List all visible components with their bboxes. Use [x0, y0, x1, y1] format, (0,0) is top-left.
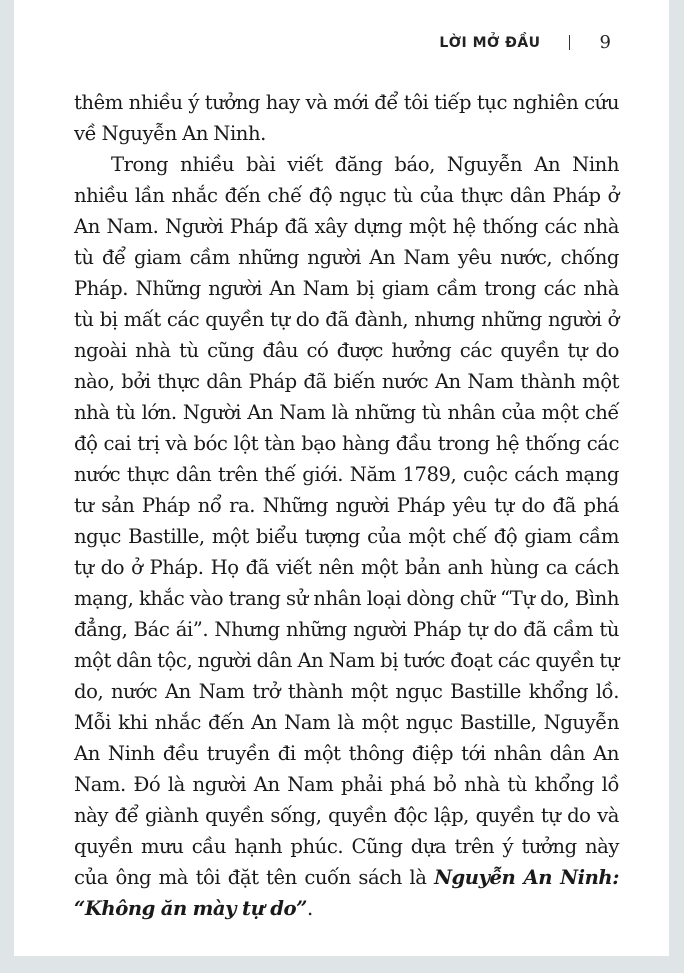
paragraph-main — [74, 149, 619, 924]
book-page — [14, 0, 669, 956]
header-divider — [569, 35, 570, 50]
section-title: LỜI MỞ ĐẦU — [439, 34, 541, 51]
paragraph-main-text: Trong nhiều bài viết đăng báo, Nguyễn An Ninh nhiều lần nhắc đến chế độ ngục tù của thực dân Pháp ở An Nam. Người Pháp đã xây dựng một hệ thống các nhà tù để giam cầm những người An Nam yêu nước, chống Pháp. Những người An Nam bị giam cầm trong các nhà tù bị mất các quyền tự do đã đành, nhưng những người ở ngoài nhà tù cũng đâu có được hưởng các quyền tự do nào, bởi thực dân Pháp đã biến nước An Nam thành một nhà tù lớn. Người An Nam là những tù nhân của một chế độ cai trị và bóc lột tàn bạo hàng đầu trong hệ thống các nước thực dân trên thế giới. Năm 1789, cuộc cách mạng tư sản Pháp nổ ra. Những người Pháp yêu tự do đã phá ngục Bastille, một biểu tượng của một chế độ giam cầm tự do ở Pháp. Họ đã viết nên một bản anh hùng ca cách mạng, khắc vào trang sử nhân loại dòng chữ “Tự do, Bình đẳng, Bác ái”. Nhưng những người Pháp tự do đã cầm tù một dân tộc, người dân An Nam bị tước đoạt các quyền tự do, nước An Nam trở thành một ngục Bastille khổng lồ. Mỗi khi nhắc đến An Nam là một ngục Bastille, Nguyễn An Ninh đều truyền đi một thông điệp tới nhân dân An Nam. Đó là người An Nam phải phá bỏ nhà tù khổng lồ này để giành quyền sống, quyền độc lập, quyền tự do và quyền mưu cầu hạnh phúc. Cũng dựa trên ý tưởng này của ông mà tôi đặt tên cuốn sách là — [74, 153, 619, 889]
closing-period: . — [306, 897, 313, 920]
body-text — [74, 87, 619, 924]
page-number: 9 — [599, 32, 611, 53]
book-title: Nguyễn An Ninh: “Không ăn mày tự do” — [74, 866, 620, 920]
paragraph-continuation: thêm nhiều ý tưởng hay và mới để tôi tiếp tục nghiên cứu về Nguyễn An Ninh. — [74, 91, 619, 145]
running-header — [439, 32, 611, 53]
